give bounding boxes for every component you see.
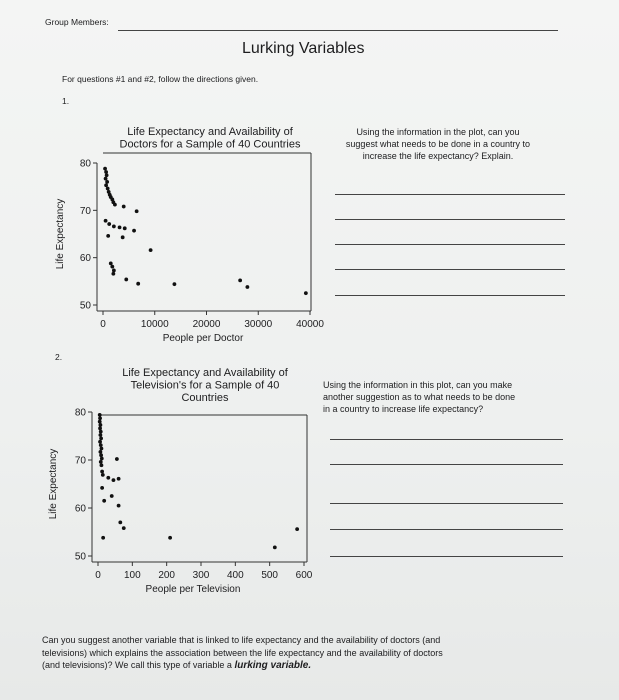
data-point: [118, 225, 122, 229]
data-point: [98, 426, 102, 430]
data-point: [103, 167, 107, 171]
chart-title-line: Life Expectancy and Availability of: [122, 367, 288, 379]
data-point: [238, 278, 242, 282]
x-tick-label: 20000: [192, 319, 221, 330]
television-chart: [48, 367, 313, 595]
data-point: [106, 476, 110, 480]
prompt-line: Using the information in the plot, can you: [356, 127, 520, 137]
data-point: [101, 536, 105, 540]
page-title: Lurking Variables: [242, 40, 365, 57]
answer-line: [330, 503, 563, 504]
footer-line: Can you suggest another variable that is linked to life expectancy and the availability of doctors (and: [42, 635, 441, 645]
prompt-line: another suggestion as to what needs to be done: [323, 392, 516, 402]
data-point: [100, 457, 104, 461]
y-tick-label: 80: [79, 158, 91, 170]
data-point: [99, 453, 103, 457]
answer-line: [335, 244, 565, 245]
data-point: [304, 291, 308, 295]
x-tick-label: 10000: [140, 319, 169, 330]
x-axis-label: People per Doctor: [162, 333, 244, 344]
x-tick-label: 0: [95, 570, 101, 581]
data-point: [100, 486, 104, 490]
footer-line: [42, 659, 582, 673]
data-point: [98, 413, 102, 417]
data-point: [109, 261, 113, 265]
footer-line: televisions) which explains the association between the life expectancy and the availability of doctors: [42, 647, 443, 658]
prompt-line: suggest what needs to be done in a country to: [345, 139, 531, 149]
answer-line: [330, 464, 563, 465]
data-point: [100, 463, 104, 467]
data-point: [101, 473, 105, 477]
data-point: [115, 457, 119, 461]
answer-line: [330, 529, 563, 530]
question-2-prompt: [323, 379, 563, 415]
x-tick-label: 30000: [244, 319, 273, 330]
data-point: [99, 430, 103, 434]
data-point: [135, 209, 139, 213]
prompt-line: Using the information in this plot, can you make: [323, 380, 513, 390]
prompt-line: increase the life expectancy? Explain.: [362, 151, 514, 161]
data-point: [107, 222, 111, 226]
x-tick-label: 0: [100, 319, 106, 330]
footer-question: [42, 634, 582, 673]
footer-line-text: (and televisions)? We call this type of variable a: [42, 660, 235, 670]
y-tick-label: 80: [74, 407, 86, 419]
data-point: [100, 470, 104, 474]
data-point: [149, 248, 153, 252]
data-point: [112, 478, 116, 482]
data-point: [104, 219, 108, 223]
data-point: [99, 437, 103, 441]
data-point: [132, 229, 136, 233]
y-tick-label: 60: [79, 253, 91, 265]
x-tick-label: 600: [295, 570, 313, 581]
lurking-variable-term: lurking variable.: [234, 660, 312, 671]
data-point: [99, 423, 103, 427]
x-tick-label: 300: [192, 570, 210, 581]
instructions-text: For questions #1 and #2, follow the directions given.: [62, 74, 259, 84]
x-tick-label: 400: [226, 570, 244, 581]
y-axis-label: Life Expectancy: [48, 448, 59, 520]
y-tick-label: 70: [79, 205, 91, 217]
data-point: [123, 226, 127, 230]
question-2-number: 2.: [55, 352, 63, 362]
y-tick-label: 70: [74, 455, 86, 467]
data-point: [99, 443, 103, 447]
data-point: [117, 477, 121, 481]
group-members-label: Group Members:: [45, 17, 109, 27]
question-1-number: 1.: [62, 96, 70, 106]
answer-line: [335, 194, 565, 195]
prompt-line: in a country to increase life expectancy?: [323, 404, 484, 414]
data-point: [105, 180, 109, 184]
data-point: [98, 416, 102, 420]
data-point: [104, 183, 108, 187]
data-point: [112, 269, 116, 273]
data-point: [121, 235, 125, 239]
data-point: [124, 278, 128, 282]
data-point: [99, 460, 103, 464]
doctor-chart: [55, 126, 324, 344]
data-point: [100, 447, 104, 451]
data-point: [98, 420, 102, 424]
data-point: [102, 499, 106, 503]
chart-title-line: Television's for a Sample of 40: [130, 379, 280, 392]
data-point: [110, 265, 114, 269]
data-point: [104, 170, 108, 174]
answer-line: [335, 219, 565, 220]
x-tick-label: 200: [158, 570, 176, 581]
data-point: [118, 521, 122, 525]
data-point: [122, 205, 126, 209]
data-point: [117, 504, 121, 508]
x-tick-label: 500: [261, 570, 279, 581]
question-1-prompt: [328, 126, 548, 162]
chart-title-line: Countries: [181, 392, 229, 404]
y-tick-label: 50: [74, 551, 86, 563]
y-tick-label: 60: [74, 503, 86, 515]
data-point: [245, 285, 249, 289]
x-tick-label: 100: [123, 570, 141, 581]
chart-title-line: Doctors for a Sample of 40 Countries: [119, 138, 301, 151]
data-point: [173, 282, 177, 286]
chart-title-line: Life Expectancy and Availability of: [127, 126, 293, 138]
data-point: [99, 433, 103, 437]
data-point: [98, 440, 102, 444]
answer-line: [330, 556, 563, 557]
data-point: [99, 450, 103, 454]
data-point: [110, 494, 114, 498]
answer-line: [335, 269, 565, 270]
data-point: [111, 272, 115, 276]
x-tick-label: 40000: [296, 319, 324, 330]
answer-line: [330, 439, 563, 440]
data-point: [168, 536, 172, 540]
data-point: [113, 203, 117, 207]
data-point: [106, 187, 110, 191]
data-point: [295, 527, 299, 531]
data-point: [273, 545, 277, 549]
data-point: [136, 282, 140, 286]
x-axis-label: People per Television: [145, 584, 241, 595]
data-point: [112, 225, 116, 229]
y-axis-label: Life Expectancy: [55, 198, 66, 270]
data-point: [106, 234, 110, 238]
data-point: [104, 177, 108, 181]
data-point: [122, 526, 126, 530]
data-point: [105, 173, 109, 177]
y-tick-label: 50: [79, 300, 91, 312]
answer-line: [335, 295, 565, 296]
